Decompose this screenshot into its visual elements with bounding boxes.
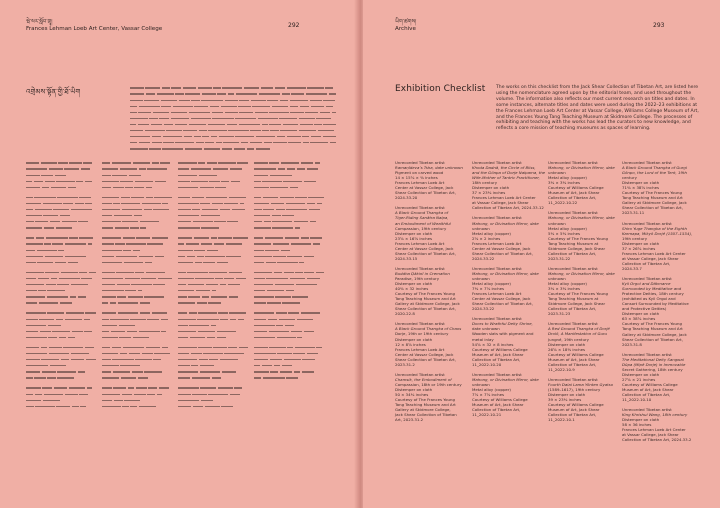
section-title-tibetan: འགྲེམས་སྟོན་གྱི་ཐོ་ཡིག	[26, 88, 81, 96]
entry-line: Düpa (Mipë Dorje) in Immovable	[622, 361, 686, 367]
entry-line: King Khrishul Wang, 18th century	[622, 412, 688, 418]
tibetan-text-line	[254, 270, 326, 276]
entry-line: 2023.31.8	[622, 341, 642, 347]
entry-line: Tiger-Riding Sanātra Nalpa,	[395, 215, 449, 221]
checklist-entry	[472, 266, 546, 311]
entry-artist: Unrecorded Tibetan artist	[395, 321, 445, 327]
entry-line: Khoda Dadnā, the Circle of Bliss,	[472, 165, 536, 171]
running-head: Frances Lehman Loeb Art Center, Vassar College	[26, 26, 163, 32]
entry-line: Distemper on cloth	[622, 417, 660, 423]
entry-artist: Unrecorded Tibetan artist	[622, 351, 672, 357]
entry-artist: Unrecorded Tibetan artist	[472, 371, 522, 377]
entry-line: 2023.31.2	[395, 361, 415, 367]
entry-line: Distemper on cloth	[395, 281, 433, 287]
entry-line: Tang Teaching Museum at	[548, 240, 599, 246]
entry-line: Wife-Mother of Tantric Practitioner,	[472, 175, 540, 181]
entry-line: Shear Collection of Tibetan Art,	[395, 306, 456, 312]
entry-line: A Black Ground Thangka of Chaos	[395, 326, 462, 332]
entry-line: Tang Teaching Museum and Art	[622, 195, 683, 201]
entry-line: Tang Teaching Museum and Art	[395, 296, 456, 302]
entry-artist: Unrecorded Tibetan artist	[472, 316, 522, 322]
tibetan-text-line	[26, 201, 98, 207]
entry-line: A Black Ground Thangka of	[395, 210, 449, 216]
entry-line: Paradise, 19th century	[395, 275, 440, 281]
entry-line: Courtesy of Williams College	[548, 402, 604, 408]
entry-artist: Unrecorded Tibetan artist	[622, 160, 672, 165]
entry-line: 7⅜ × 7⅝ inches	[472, 286, 505, 292]
tibetan-intro-block	[130, 85, 340, 152]
tibetan-text-line	[254, 194, 326, 200]
entry-line: Karmapa, Mikyö Dorjé (1507–1554),	[622, 230, 693, 236]
entry-line: Drolö, A Manifestation of Guru	[548, 331, 608, 337]
entry-line: 3⅜ × 3⅜ inches	[548, 286, 581, 292]
entry-line: unknown	[472, 225, 490, 231]
entry-line: Frances Lehman Loeb Art	[472, 291, 522, 297]
entry-line: Shear Collection of Tibetan Art,	[395, 190, 456, 196]
entry-line: Courtesy of Williams College	[548, 185, 604, 191]
entry-line: Distemper on cloth	[548, 341, 586, 347]
entry-line: 5⅜ × 5⅜ inches	[548, 230, 581, 236]
entry-line: Collection of Tibetan Art,	[548, 306, 597, 312]
entry-line: Distemper on cloth	[548, 391, 586, 397]
tibetan-text-line	[254, 345, 326, 351]
entry-line: unknown	[548, 220, 566, 226]
entry-line: 18th century	[472, 180, 498, 186]
entry-line: 2⅝ × 2 inches	[472, 235, 501, 241]
entry-line: Museum of Art, Jack Shear	[622, 386, 674, 392]
entry-line: Mahong, or Divination Mirror, date	[548, 165, 615, 171]
tibetan-text-line	[102, 351, 174, 357]
entry-line: metal inlay	[472, 336, 494, 342]
tibetan-text-line	[26, 276, 98, 282]
checklist-entry	[395, 266, 467, 316]
tibetan-text-line	[26, 403, 98, 409]
entry-line: Collection of Tibetan Art,	[548, 195, 597, 201]
tibetan-text-line	[26, 351, 98, 357]
entry-line: 2020.22.8	[395, 311, 415, 317]
entry-artist: Unrecorded Tibetan artist	[548, 321, 598, 327]
tibetan-text-line	[102, 194, 174, 200]
entry-line: 58 × 36 inches	[622, 422, 652, 428]
entry-line: Shear Collection of Tibetan Art,	[472, 301, 533, 307]
entry-line: Frances Lehman Loeb Art Center	[622, 427, 686, 433]
checklist-entry	[395, 205, 467, 261]
entry-line: Wooden slats with pigment and	[472, 331, 534, 337]
tibetan-text-line	[102, 276, 174, 282]
entry-line: 27⅝ × 21 inches	[622, 376, 656, 382]
entry-artist: Unrecorded Tibetan artist	[548, 265, 598, 271]
tibetan-text-line	[178, 270, 250, 276]
entry-line: at Vassar College, Jack Shear	[472, 200, 529, 206]
entry-artist: Unrecorded Tibetan artist	[395, 205, 445, 211]
tibetan-text-line	[26, 270, 98, 276]
entry-artist: Unrecorded Tibetan artist	[548, 376, 598, 382]
left-page	[0, 0, 357, 508]
entry-line: Tang Teaching Museum and Art	[622, 326, 683, 332]
tibetan-text-line	[178, 403, 250, 409]
entry-line: Metal alloy (copper)	[472, 281, 511, 287]
entry-line: Art, 2023.31.2	[395, 417, 424, 423]
entry-line: Mahong, or Divination Mirror, date	[472, 220, 539, 226]
checklist-entry	[548, 160, 622, 205]
entry-line: Courtesy of Williams College	[548, 351, 604, 357]
checklist-column	[472, 160, 546, 422]
entry-line: Shear Collection of Tibetan Art,	[622, 336, 683, 342]
entry-line: Center at Vassar College, Jack	[395, 245, 454, 251]
entry-line: Collection of Tibetan Art,	[622, 260, 671, 266]
entry-line: 2024.33.20	[395, 195, 418, 201]
entry-line: 7⅝ × 7⅝ inches	[472, 391, 505, 397]
tibetan-text-line	[178, 351, 250, 357]
entry-line: Courtesy of The Frances Young	[395, 397, 455, 403]
entry-line: Distemper on cloth	[622, 240, 660, 246]
entry-line: Frances Lehman Loeb Art	[395, 180, 445, 186]
tibetan-text-line	[26, 207, 98, 213]
entry-line: date unknown	[472, 326, 500, 332]
entry-line: and the Gönpa of Dorje Nalpama, the	[472, 170, 546, 176]
entry-line: Shiro Yuge Thangka of the Eighth	[622, 225, 687, 231]
entry-line: unknown	[548, 170, 566, 176]
page-number: 293	[653, 22, 665, 29]
entry-line: Museum of Art, Jack Shear	[472, 402, 524, 408]
tibetan-text-line	[178, 194, 250, 200]
entry-line: Collection of Tibetan Art,	[548, 412, 597, 418]
entry-artist: Unrecorded Tibetan artist	[395, 371, 445, 377]
entry-line: Shear Collection of Tibetan Art,	[622, 205, 683, 211]
tibetan-text-line	[102, 403, 174, 409]
tibetan-text-line	[254, 201, 326, 207]
entry-artist: Unrecorded Tibetan artist	[548, 210, 598, 216]
running-head-tibetan: ཡིག་ཚགས།	[395, 19, 417, 25]
entry-line: Courtesy of The Frances Young	[395, 291, 455, 297]
entry-line: Skidmore College, Jack Shear	[548, 301, 606, 307]
entry-line: Distemper on cloth	[622, 371, 660, 377]
checklist-entry	[548, 321, 622, 371]
entry-line: Distemper on cloth	[395, 336, 433, 342]
entry-line: Collection of Tibetan Art,	[622, 392, 671, 398]
entry-line: 50 × 34⅜ inches	[395, 391, 429, 397]
checklist-column	[548, 160, 622, 427]
entry-line: Shear Collection of Tibetan Art,	[472, 250, 533, 256]
entry-line: and Protective Deities)	[622, 306, 667, 312]
entry-artist: Unrecorded Tibetan artist	[548, 160, 598, 165]
entry-line: The Meditational Deity Sangwai	[622, 356, 684, 362]
tibetan-text-line	[178, 282, 250, 288]
tibetan-text-line	[102, 270, 174, 276]
entry-line: Mahong, or Divination Mirror, date	[548, 270, 615, 276]
entry-line: 11_2022.10.20	[472, 361, 502, 367]
tibetan-text-line	[178, 207, 250, 213]
entry-line: 63 × 38⅝ inches	[622, 316, 656, 322]
entry-artist: Unrecorded Tibetan artist	[622, 407, 672, 413]
entry-line: 12 × 8⅝ inches	[395, 341, 426, 347]
entry-line: Museum of Art, Jack Shear	[548, 407, 600, 413]
entry-line: Distemper on cloth	[472, 185, 510, 191]
entry-line: 11_2022.10.21	[472, 412, 502, 418]
entry-line: Courtesy of Williams College	[472, 397, 528, 403]
entry-line: 37 × 23⅜ inches	[472, 190, 506, 196]
entry-line: Mahong, or Divination Mirror, date	[548, 215, 615, 221]
entry-line: Courtesy of The Frances Young	[548, 235, 608, 241]
entry-line: Shear Collection of Tibetan Art,	[395, 250, 456, 256]
entry-line: 39 × 23⅜ inches	[548, 397, 582, 403]
entry-line: Frances Lehman Loeb Art Center	[472, 195, 536, 201]
tibetan-text-line	[254, 375, 326, 381]
tibetan-text-line	[26, 194, 98, 200]
entry-line: Collection of Tibetan Art,	[472, 356, 521, 362]
entry-line: Distemper on cloth	[622, 311, 660, 317]
checklist-column	[622, 160, 698, 447]
entry-line: Compassion, 18th or 19th century	[395, 381, 462, 387]
entry-line: 19th century	[622, 235, 648, 241]
checklist-entry	[395, 372, 467, 422]
entry-artist: Unrecorded Tibetan artist	[622, 275, 672, 281]
entry-line: Metal alloy (copper)	[548, 175, 587, 181]
running-head: Archive	[395, 26, 416, 32]
entry-line: Kyil Orgol and Dākmarce	[622, 281, 671, 287]
entry-line: Collection of Tibetan Art, 2024.33.12	[472, 205, 544, 211]
tibetan-text-line	[254, 207, 326, 213]
entry-line: 2024.33.15	[395, 255, 418, 261]
entry-artist: Unrecorded Tibetan artist	[472, 160, 522, 165]
checklist-column	[395, 160, 467, 427]
tibetan-text-line	[26, 282, 98, 288]
entry-line: Museum of Art, Jack Shear	[548, 190, 600, 196]
checklist-entry	[622, 276, 698, 347]
checklist-entry	[472, 316, 546, 366]
entry-line: A Red Ground Thangka of Dorjé	[548, 326, 610, 332]
checklist-entry	[395, 321, 467, 366]
section-title: Exhibition Checklist	[395, 84, 486, 94]
entry-line: Collection of Tibetan Art,	[472, 407, 521, 413]
entry-line: at Vassar College, Jack Shear	[622, 255, 679, 261]
entry-line: Courtesy of The Frances Young	[548, 291, 608, 297]
entry-line: 3⅜ × 3⅜ inches	[548, 180, 581, 186]
entry-line: Center at Vassar College, Jack	[472, 245, 531, 251]
entry-line: Buddha Ḍākinī in Cremation	[395, 270, 450, 276]
entry-line: Consort Surrounded by Meditative	[622, 301, 689, 307]
tibetan-text-line	[130, 128, 340, 134]
entry-line: 37 × 26⅝ inches	[622, 245, 656, 251]
entry-line: unknown	[472, 275, 490, 281]
entry-line: Mahong, or Divination Mirror, date	[472, 270, 539, 276]
entry-line: Metal alloy (copper)	[472, 230, 511, 236]
entry-line: 2023.31.11	[622, 210, 645, 216]
entry-line: Collection of Tibetan Art, 2024.33.2	[622, 437, 692, 443]
entry-artist: Unrecorded Tibetan artist	[472, 265, 522, 271]
entry-line: Courtesy of Williams College	[472, 346, 528, 352]
entry-line: Collection of Tibetan Art,	[548, 361, 597, 367]
entry-line: Shear Collection of Tibetan Art,	[395, 356, 456, 362]
entry-line: Compassion, 19th century	[395, 225, 447, 231]
entry-line: Courtesy of The Frances Young	[622, 190, 682, 196]
tibetan-text-line	[26, 357, 98, 363]
entry-line: Mahong, or Divination Mirror, date	[472, 376, 539, 382]
entry-line: unknown	[472, 381, 490, 387]
entry-line: Gallery at Skidmore College, Jack	[395, 301, 460, 307]
tibetan-text-line	[130, 115, 340, 121]
tibetan-text-line	[102, 282, 174, 288]
tibetan-text-line	[130, 134, 340, 140]
tibetan-checklist-column	[254, 160, 326, 381]
checklist-entry	[622, 221, 698, 271]
checklist-entry	[472, 215, 546, 260]
right-page	[363, 0, 720, 508]
entry-line: Courtesy of Williams College	[622, 381, 678, 387]
page-number: 292	[288, 22, 300, 29]
entry-line: Distemper on cloth	[395, 230, 433, 236]
checklist-entry	[395, 160, 467, 200]
checklist-entry	[548, 210, 622, 260]
entry-line: Frances Lehman Loeb Art	[395, 240, 445, 246]
entry-line: Pigment on carved wood	[395, 170, 444, 176]
entry-line: 23⅝ × 16⅝ inches	[395, 235, 432, 241]
entry-line: Jungné, 19th century	[548, 336, 589, 342]
entry-line: Gallery at Skidmore College, Jack	[622, 200, 687, 206]
entry-line: 11_2022.10.22	[548, 200, 578, 206]
entry-line: Collection of Tibetan Art,	[548, 250, 597, 256]
tibetan-text-line	[26, 345, 98, 351]
entry-line: Frances Lehman Loeb Art	[395, 346, 445, 352]
entry-line: Ramaṇīdeva’s Tsha, date unknown	[395, 165, 463, 171]
checklist-entry	[622, 160, 698, 216]
tibetan-text-line	[178, 357, 250, 363]
checklist-entry	[622, 352, 698, 402]
entry-line: 26⅝ × 18⅜ inches	[548, 346, 585, 352]
entry-line: 14 × 15⅝ × ⅜ inches	[395, 175, 438, 181]
tibetan-text-line	[254, 357, 326, 363]
entry-line: Gallery at Skidmore College, Jack	[622, 331, 687, 337]
tibetan-text-line	[102, 201, 174, 207]
entry-line: 11_2022.10.10	[622, 397, 652, 403]
entry-line: 2024.33.22	[472, 306, 495, 312]
tibetan-text-line	[178, 201, 250, 207]
entry-line: an Embodiment of Wealthful	[395, 220, 451, 226]
entry-line: (exhibited as Kyil Orgol and	[622, 296, 676, 302]
entry-line: unknown	[548, 275, 566, 281]
tibetan-text-line	[178, 345, 250, 351]
entry-line: 2024.33.7	[622, 265, 642, 271]
entry-line: (1589–1617), 19th century	[548, 386, 601, 392]
entry-line: Metal alloy (copper)	[548, 281, 587, 287]
tibetan-text-line	[102, 345, 174, 351]
checklist-entry	[548, 377, 622, 422]
checklist-entry	[472, 160, 546, 210]
entry-line: Center at Vassar College, Jack	[395, 351, 454, 357]
checklist-entry	[622, 407, 698, 442]
entry-line: Protective Deities, 18th century	[622, 291, 684, 297]
entry-line: 54⅝ × 32 × 8 inches	[472, 341, 514, 347]
checklist-intro: The works on this checklist from the Jack Shear Collection of Tibetan Art, are listed here using the nomenclature agreed upon by the editorial team, and used throughout the volume. The information also reflects our most current research on titles and dates. In some instances, alternate titles and dates were used during the 2022–23 exhibitions at the Frances Lehman Loeb Art Center at Vassar College, Williams College Museum of Art, and the Frances Young Tang Teaching Museum at Skidmore College. The processes of exhibiting and teaching with the works has lead the curators to new knowledge, and reflects a core mission of teaching museums as spaces of learning.	[496, 85, 699, 132]
tibetan-text-line	[254, 276, 326, 282]
entry-line: Distemper on cloth	[395, 386, 433, 392]
entry-line: Gönpo, the Lord of the Tent, 19th	[622, 170, 687, 176]
tibetan-text-line	[178, 276, 250, 282]
tibetan-text-line	[130, 122, 340, 128]
entry-artist: Unrecorded Tibetan artist	[395, 160, 445, 165]
entry-line: Doors to Wrathful Deity Shrine,	[472, 321, 533, 327]
entry-line: Courtesy of The Frances Young	[622, 321, 682, 327]
tibetan-text-line	[254, 282, 326, 288]
entry-line: Center at Vassar College, Jack	[472, 296, 531, 302]
entry-line: Jack Shear Collection of Tibetan	[395, 412, 457, 418]
entry-line: 11_2022.10.1	[548, 417, 575, 423]
entry-line: 2023.31.23	[548, 311, 571, 317]
entry-line: A Black Ground Thangka of Gurgi	[622, 165, 687, 171]
entry-line: Secret Gathering, 18th century	[622, 366, 683, 372]
entry-line: Frances Lehman Loeb Art Center	[622, 250, 686, 256]
checklist-entry	[548, 266, 622, 316]
entry-line: Museum of Art, Jack Shear	[472, 351, 524, 357]
tibetan-text-line	[254, 351, 326, 357]
entry-line: 11_2022.10.9	[548, 366, 575, 372]
entry-line: Surrounded by Meditative and	[622, 286, 682, 292]
tibetan-text-line	[102, 207, 174, 213]
running-head-tibetan: ཝེ་སར་སློབ་གྲྭ།	[26, 19, 53, 25]
entry-line: Distemper on cloth	[622, 180, 660, 186]
entry-line: century	[622, 175, 637, 181]
entry-line: Metal alloy (copper)	[548, 225, 587, 231]
entry-line: Chamsik, the Embodiment of	[395, 376, 452, 382]
entry-line: Metal alloy (copper)	[472, 386, 511, 392]
entry-line: Gallery at Skidmore College,	[395, 407, 451, 413]
entry-line: Frances Lehman Loeb Art	[472, 240, 522, 246]
tibetan-checklist-column	[178, 160, 250, 409]
entry-line: at Vassar College, Jack Shear	[622, 432, 679, 438]
entry-line: Center at Vassar College, Jack	[395, 185, 454, 191]
entry-line: Museum of Art, Jack Shear	[548, 356, 600, 362]
entry-line: Tang Teaching Museum and Art	[395, 402, 456, 408]
entry-artist: Unrecorded Tibetan artist	[395, 265, 445, 271]
entry-line: Fourth Dalai Lama Yönten Gyatso	[548, 381, 614, 387]
checklist-entry	[472, 372, 546, 417]
entry-line: Dorje, 19th or 19th century	[395, 331, 449, 337]
entry-artist: Unrecorded Tibetan artist	[472, 215, 522, 221]
entry-line: 71⅜ × 38⅝ inches	[622, 185, 659, 191]
tibetan-checklist-column	[102, 160, 174, 409]
entry-line: 2024.33.22	[472, 255, 495, 261]
entry-line: Tang Teaching Museum at	[548, 296, 599, 302]
entry-line: 40⅜ × 32 inches	[395, 286, 429, 292]
entry-line: 2023.31.22	[548, 255, 571, 261]
tibetan-text-line	[130, 146, 340, 152]
entry-artist: Unrecorded Tibetan artist	[622, 220, 672, 226]
tibetan-checklist-column	[26, 160, 98, 409]
entry-line: Skidmore College, Jack Shear	[548, 245, 606, 251]
